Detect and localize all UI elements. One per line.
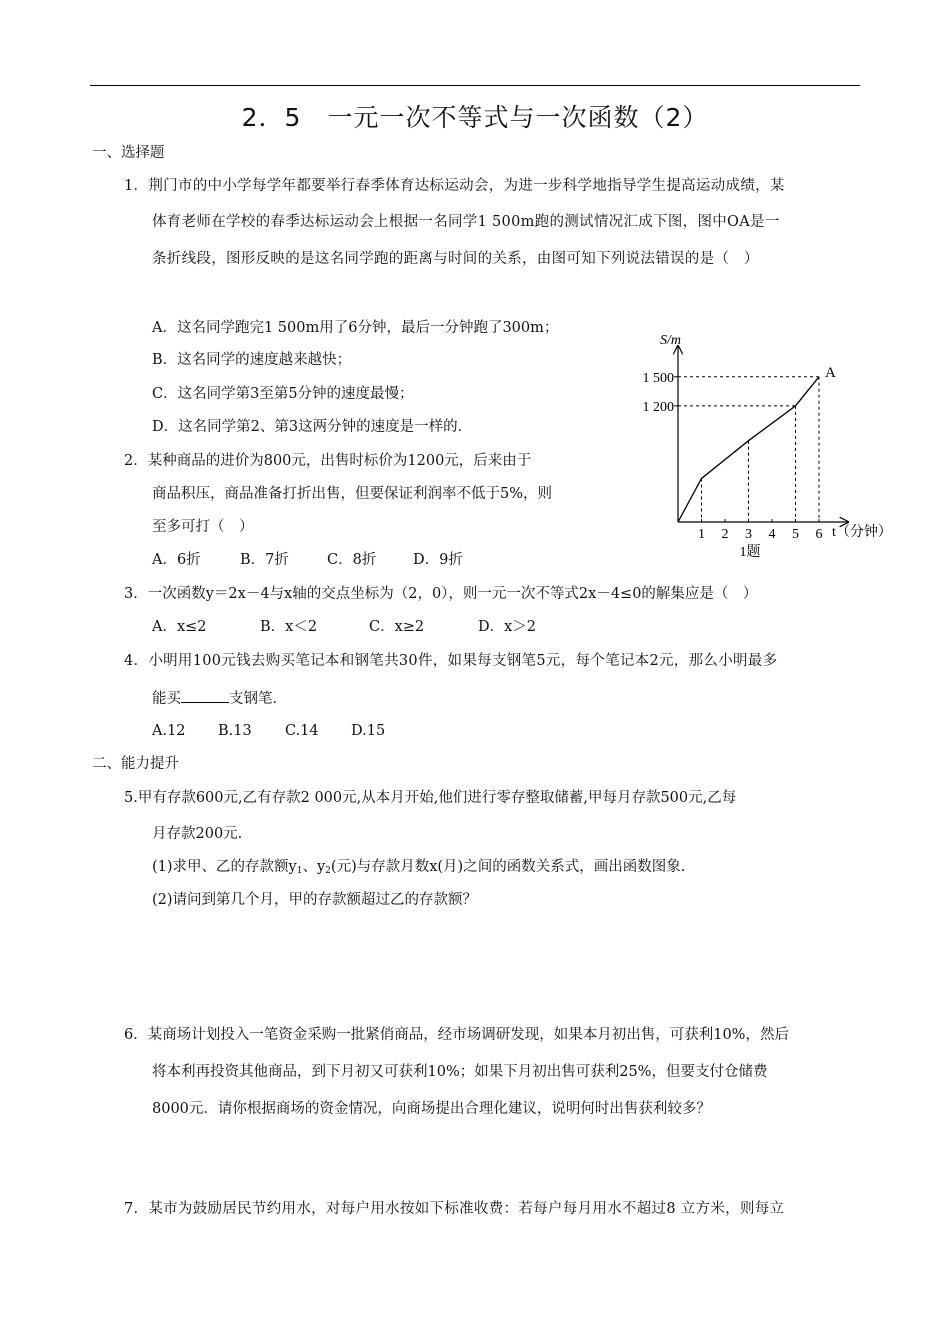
q1-option-c: C．这名同学第3至第5分钟的速度最慢；	[152, 386, 414, 402]
q1-line3: 条折线段，图形反映的是这名同学跑的距离与时间的关系，由图可知下列说法错误的是（ ）	[152, 251, 759, 267]
q5-sub1-index1: 1	[296, 866, 303, 876]
page-title: 2．5 一元一次不等式与一次函数（2）	[241, 103, 709, 132]
q2-option-a: A．6折	[152, 552, 201, 568]
q6-line2: 将本利再投资其他商品，到下月初又可获利10%；如果下月初出售可获利25%，但要支付仓储费	[152, 1064, 768, 1080]
x-tick-label: 2	[721, 527, 729, 542]
q2-line1: 2．某种商品的进价为800元，出售时标价为1200元，后来由于	[124, 453, 532, 469]
section-heading-ability: 二、能力提升	[92, 756, 179, 772]
x-tick-label: 1	[698, 527, 705, 542]
q4-option-b: B.13	[218, 723, 252, 739]
q3-options	[152, 617, 536, 637]
q4-option-d: D.15	[351, 723, 386, 739]
q5-sub1-text-a: (1)求甲、乙的存款额y	[152, 859, 297, 875]
q3-line1: 3．一次函数y＝2x－4与x轴的交点坐标为（2，0），则一元一次不等式2x－4≤0的解集应是（ ）	[124, 586, 758, 602]
q1-option-b: B．这名同学的速度越来越快；	[152, 352, 352, 368]
x-tick-label: 6	[815, 527, 823, 542]
distance-time-chart	[620, 322, 920, 572]
q4-options	[152, 721, 385, 741]
x-axis-label: t（分钟）	[832, 525, 892, 540]
q2-line2: 商品积压，商品准备打折出售，但要保证利润率不低于5%，则	[152, 486, 553, 502]
q5-sub1-text-c: (元)与存款月数x(月)之间的函数关系式，画出函数图象.	[330, 859, 686, 875]
q1-option-d: D．这名同学第2、第3这两分钟的速度是一样的．	[152, 419, 473, 435]
q4-line2-start: 能买	[152, 691, 181, 707]
q1-line2: 体育老师在学校的春季达标运动会上根据一名同学1 500m跑的测试情况汇成下图，图中OA是一	[152, 214, 780, 230]
q2-option-d: D．9折	[413, 552, 463, 568]
point-a-label: A	[825, 365, 836, 381]
q2-option-b: B．7折	[240, 552, 289, 568]
q3-option-b: B．x＜2	[260, 619, 318, 635]
q1-option-a: A．这名同学跑完1 500m用了6分钟，最后一分钟跑了300m；	[152, 320, 559, 336]
q4-answer-blank	[181, 688, 229, 703]
q1-line1: 1．荆门市的中小学每学年都要举行春季体育达标运动会，为进一步科学地指导学生提高运动成绩，某	[124, 178, 785, 194]
section-heading-choice: 一、选择题	[92, 145, 165, 161]
chart-caption: 1题	[739, 545, 761, 560]
x-tick-label: 5	[792, 527, 799, 542]
q5-sub1-text-b: 、y	[302, 859, 326, 875]
q2-option-c: C．8折	[327, 552, 377, 568]
q4-option-c: C.14	[285, 723, 319, 739]
x-tick-label: 3	[745, 527, 752, 542]
x-tick-label: 4	[768, 527, 776, 542]
y-tick-label: 1 500	[642, 370, 674, 386]
q3-option-c: C．x≥2	[369, 619, 425, 635]
q2-options	[152, 550, 463, 570]
y-tick-label: 1 200	[642, 399, 674, 415]
q4-option-a: A.12	[152, 723, 186, 739]
q4-line2	[152, 688, 287, 709]
q6-line1: 6．某商场计划投入一笔资金采购一批紧俏商品，经市场调研发现，如果本月初出售，可获利10%，然后	[124, 1027, 789, 1043]
q6-line3: 8000元．请你根据商场的资金情况，向商场提出合理化建议，说明何时出售获利较多？	[152, 1101, 711, 1117]
q3-option-d: D．x＞2	[478, 619, 537, 635]
q4-line2-end: 支钢笔．	[229, 691, 287, 707]
q5-sub1-index2: 2	[325, 866, 331, 876]
y-axis-label: S/m	[660, 333, 681, 348]
q5-sub1	[152, 857, 685, 881]
q3-option-a: A．x≤2	[152, 619, 207, 635]
q5-line1: 5.甲有存款600元,乙有存款2 000元,从本月开始,他们进行零存整取储蓄,甲每月存款500元,乙每	[124, 790, 737, 806]
q5-line2: 月存款200元.	[152, 826, 243, 842]
q2-line3: 至多可打（ ）	[152, 519, 254, 535]
q7-line1: 7．某市为鼓励居民节约用水，对每户用水按如下标准收费：若每户每月用水不超过8 立方米，则每立	[124, 1201, 785, 1217]
top-rule	[90, 85, 860, 86]
q5-sub2: (2)请问到第几个月，甲的存款额超过乙的存款额？	[152, 892, 478, 908]
q4-line1: 4．小明用100元钱去购买笔记本和钢笔共30件，如果每支钢笔5元，每个笔记本2元，那么小明最多	[124, 653, 778, 669]
